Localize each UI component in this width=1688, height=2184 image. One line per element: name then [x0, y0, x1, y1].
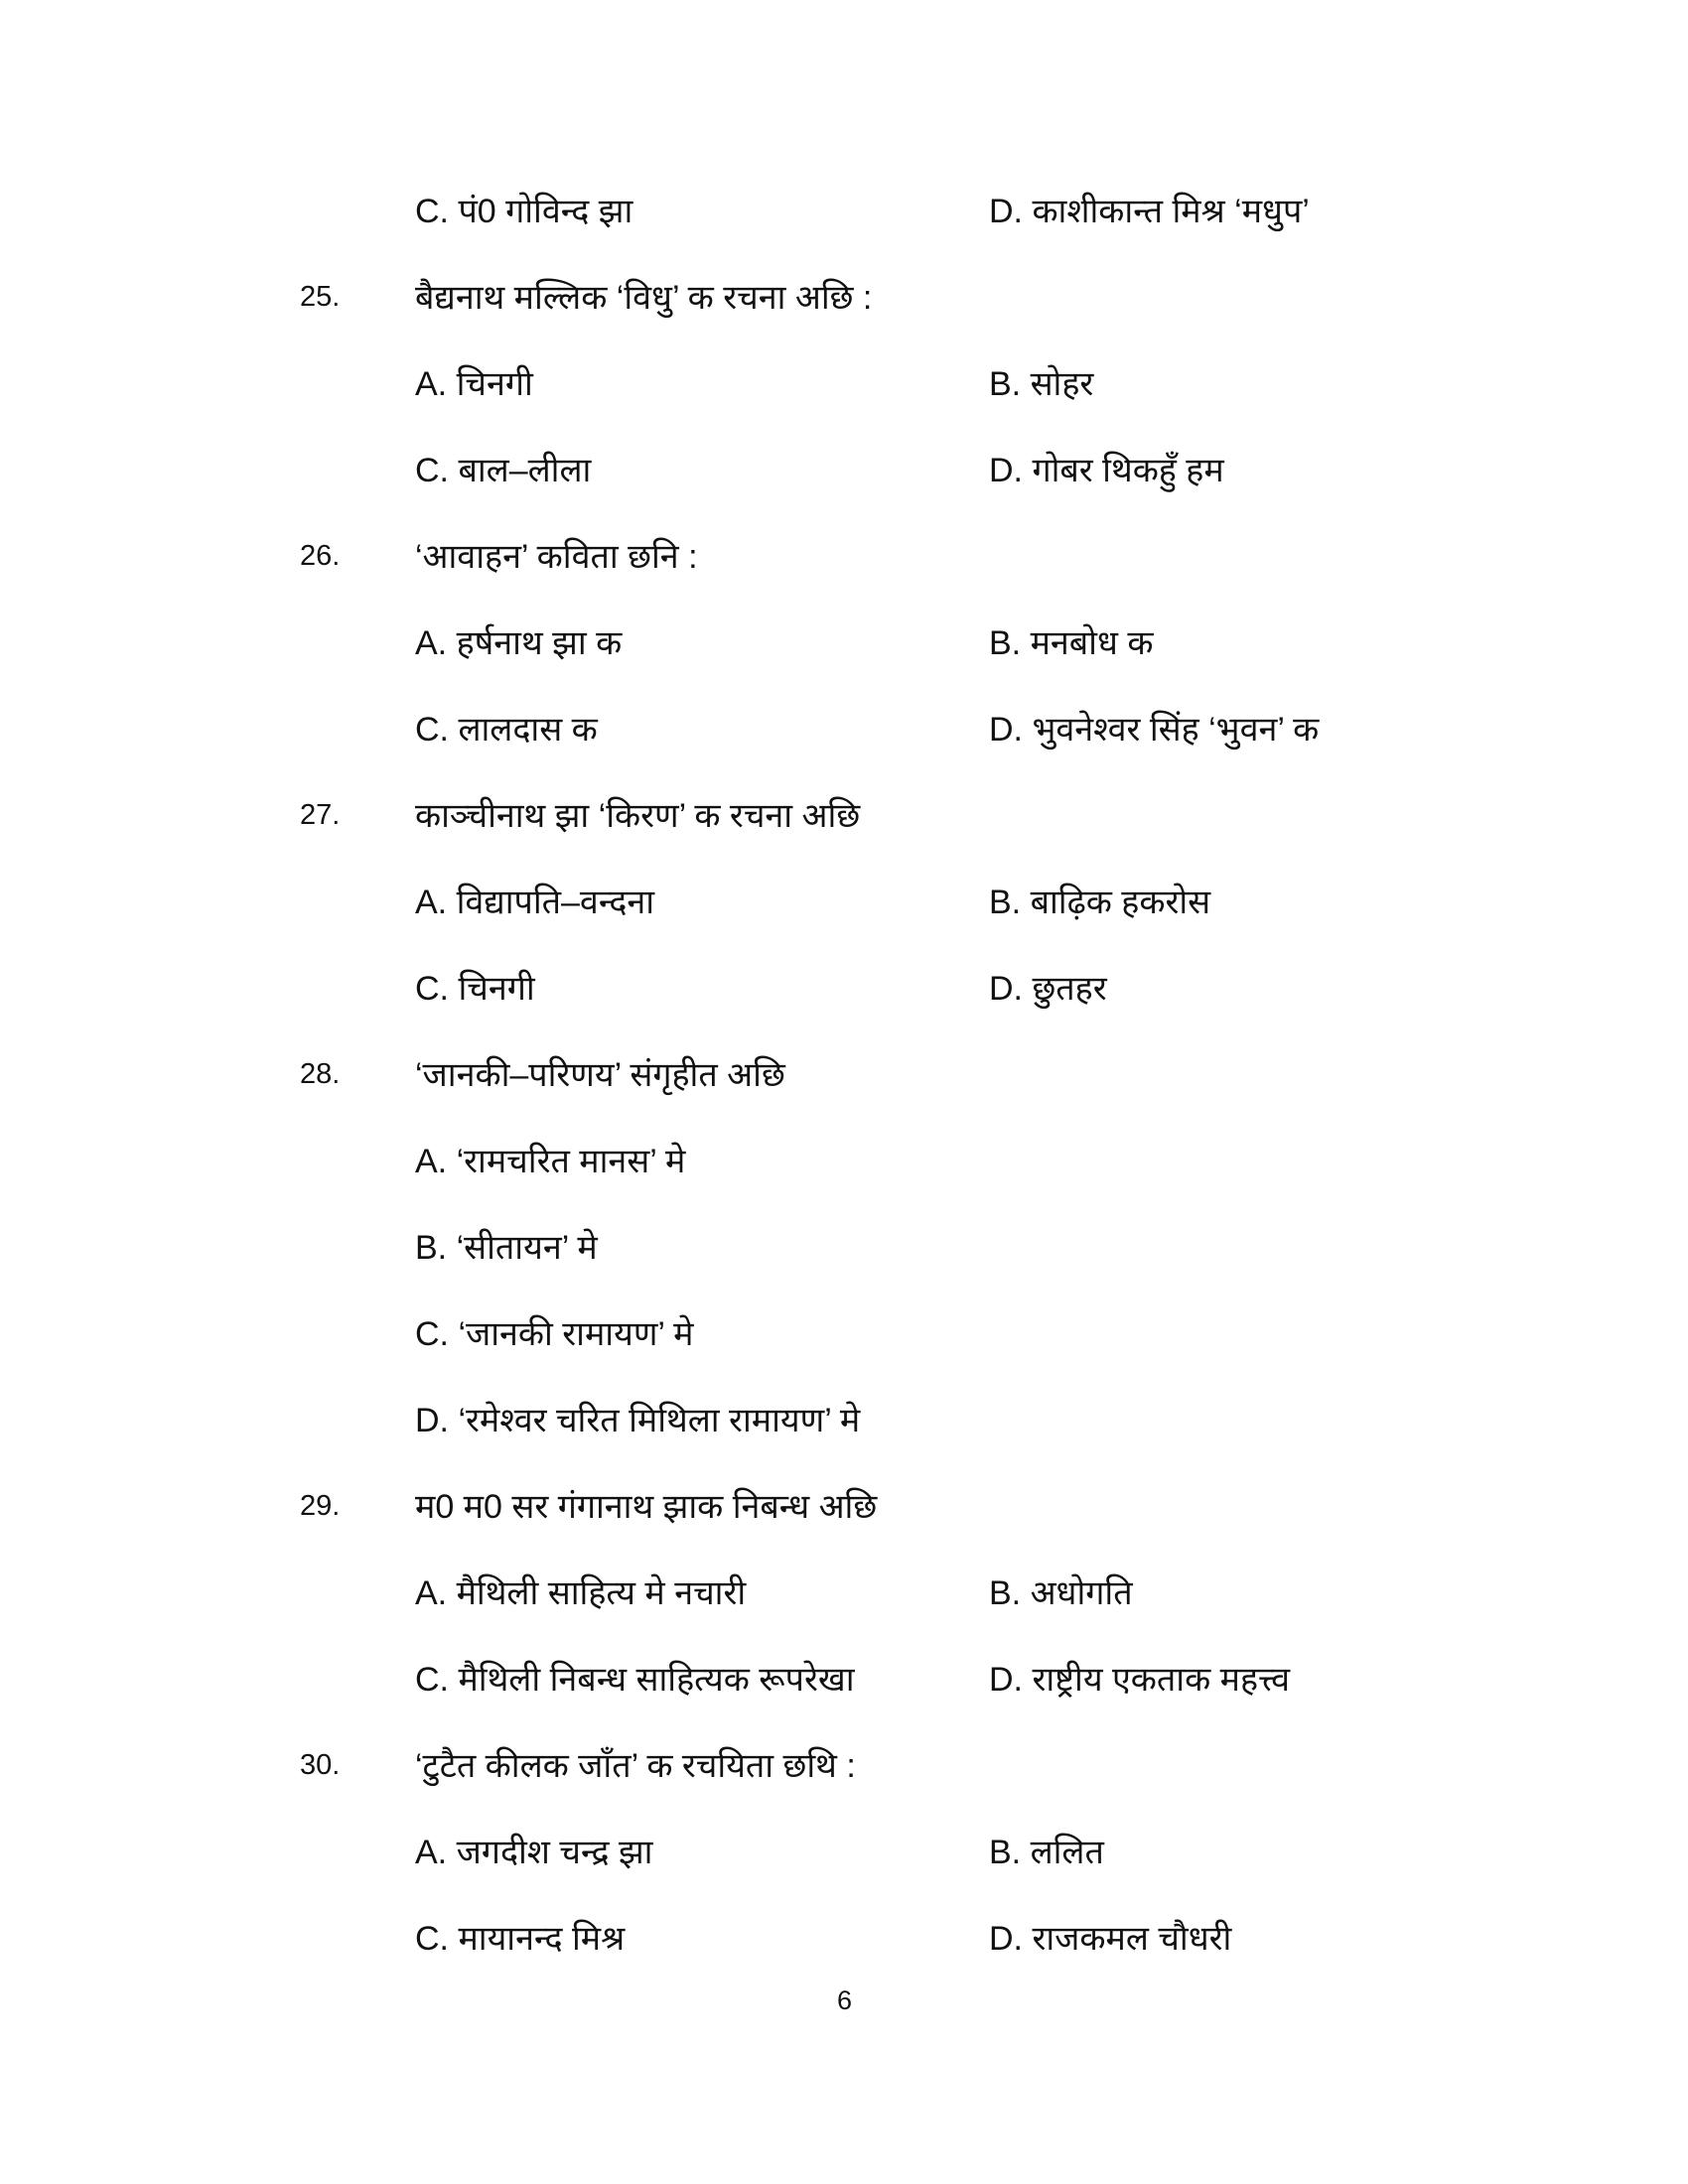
question-number: 28. — [300, 1058, 341, 1090]
option-b: B. अधोगति — [989, 1574, 1133, 1612]
question-28 — [0, 1050, 1688, 1110]
option-row — [0, 878, 1688, 937]
option-row — [0, 1569, 1688, 1628]
option-d: D. भुवनेश्वर सिंह ‘भुवन’ क — [989, 711, 1320, 749]
option-row — [0, 359, 1688, 419]
option-a: A. चिनगी — [415, 365, 533, 403]
option-c: C. चिनगी — [415, 970, 535, 1008]
option-row — [0, 446, 1688, 505]
question-number: 30. — [300, 1749, 341, 1781]
option-row — [0, 1828, 1688, 1887]
option-b: B. ‘सीतायन’ मे — [415, 1229, 598, 1267]
question-text: ‘जानकी–परिणय’ संगृहीत अछि — [415, 1056, 785, 1094]
option-row — [0, 1914, 1688, 1974]
option-c: C. पं0 गोविन्द झा — [415, 193, 633, 230]
option-d: D. छुतहर — [989, 970, 1107, 1008]
option-row — [0, 1309, 1688, 1369]
option-row — [0, 1655, 1688, 1714]
question-text: म0 म0 सर गंगानाथ झाक निबन्ध अछि — [415, 1488, 878, 1526]
option-b: B. बाढ़िक हकरोस — [989, 884, 1211, 921]
option-row — [0, 187, 1688, 246]
option-d: D. काशीकान्त मिश्र ‘मधुप’ — [989, 193, 1310, 230]
option-row — [0, 618, 1688, 678]
question-text: ‘आवाहन’ कविता छनि : — [415, 538, 698, 576]
option-d: D. ‘रमेश्वर चरित मिथिला रामायण’ मे — [415, 1402, 861, 1439]
option-c: C. मायानन्द मिश्र — [415, 1920, 626, 1958]
page-number: 6 — [837, 1985, 853, 2015]
question-25 — [0, 273, 1688, 333]
question-27 — [0, 791, 1688, 851]
option-c: C. बाल–लीला — [415, 452, 592, 489]
question-number: 26. — [300, 540, 341, 572]
option-a: A. हर्षनाथ झा क — [415, 624, 623, 662]
option-b: B. ललित — [989, 1834, 1104, 1871]
question-text: ‘टुटैत कीलक जाँत’ क रचयिता छथि : — [415, 1747, 856, 1785]
option-row — [0, 1396, 1688, 1455]
question-30 — [0, 1741, 1688, 1801]
option-c: C. मैथिली निबन्ध साहित्यक रूपरेखा — [415, 1661, 855, 1699]
option-a: A. जगदीश चन्द्र झा — [415, 1834, 653, 1871]
option-b: B. मनबोध क — [989, 624, 1154, 662]
option-a: A. ‘रामचरित मानस’ मे — [415, 1143, 686, 1180]
option-row — [0, 1223, 1688, 1283]
option-c: C. ‘जानकी रामायण’ मे — [415, 1315, 694, 1353]
option-d: D. गोबर थिकहुँ हम — [989, 452, 1224, 489]
question-29 — [0, 1482, 1688, 1542]
option-b: B. सोहर — [989, 365, 1094, 403]
option-a: A. मैथिली साहित्य मे नचारी — [415, 1574, 747, 1612]
option-d: D. राजकमल चौधरी — [989, 1920, 1232, 1958]
question-text: काञ्चीनाथ झा ‘किरण’ क रचना अछि — [415, 797, 861, 835]
question-number: 29. — [300, 1490, 341, 1522]
question-number: 25. — [300, 281, 341, 313]
option-row — [0, 705, 1688, 764]
question-26 — [0, 532, 1688, 592]
question-number: 27. — [300, 799, 341, 831]
option-d: D. राष्ट्रीय एकताक महत्त्व — [989, 1661, 1291, 1699]
option-c: C. लालदास क — [415, 711, 598, 749]
question-text: बैद्यनाथ मल्लिक ‘विधु’ क रचना अछि : — [415, 279, 873, 317]
option-row — [0, 1137, 1688, 1196]
option-row — [0, 964, 1688, 1024]
option-a: A. विद्यापति–वन्दना — [415, 884, 655, 921]
